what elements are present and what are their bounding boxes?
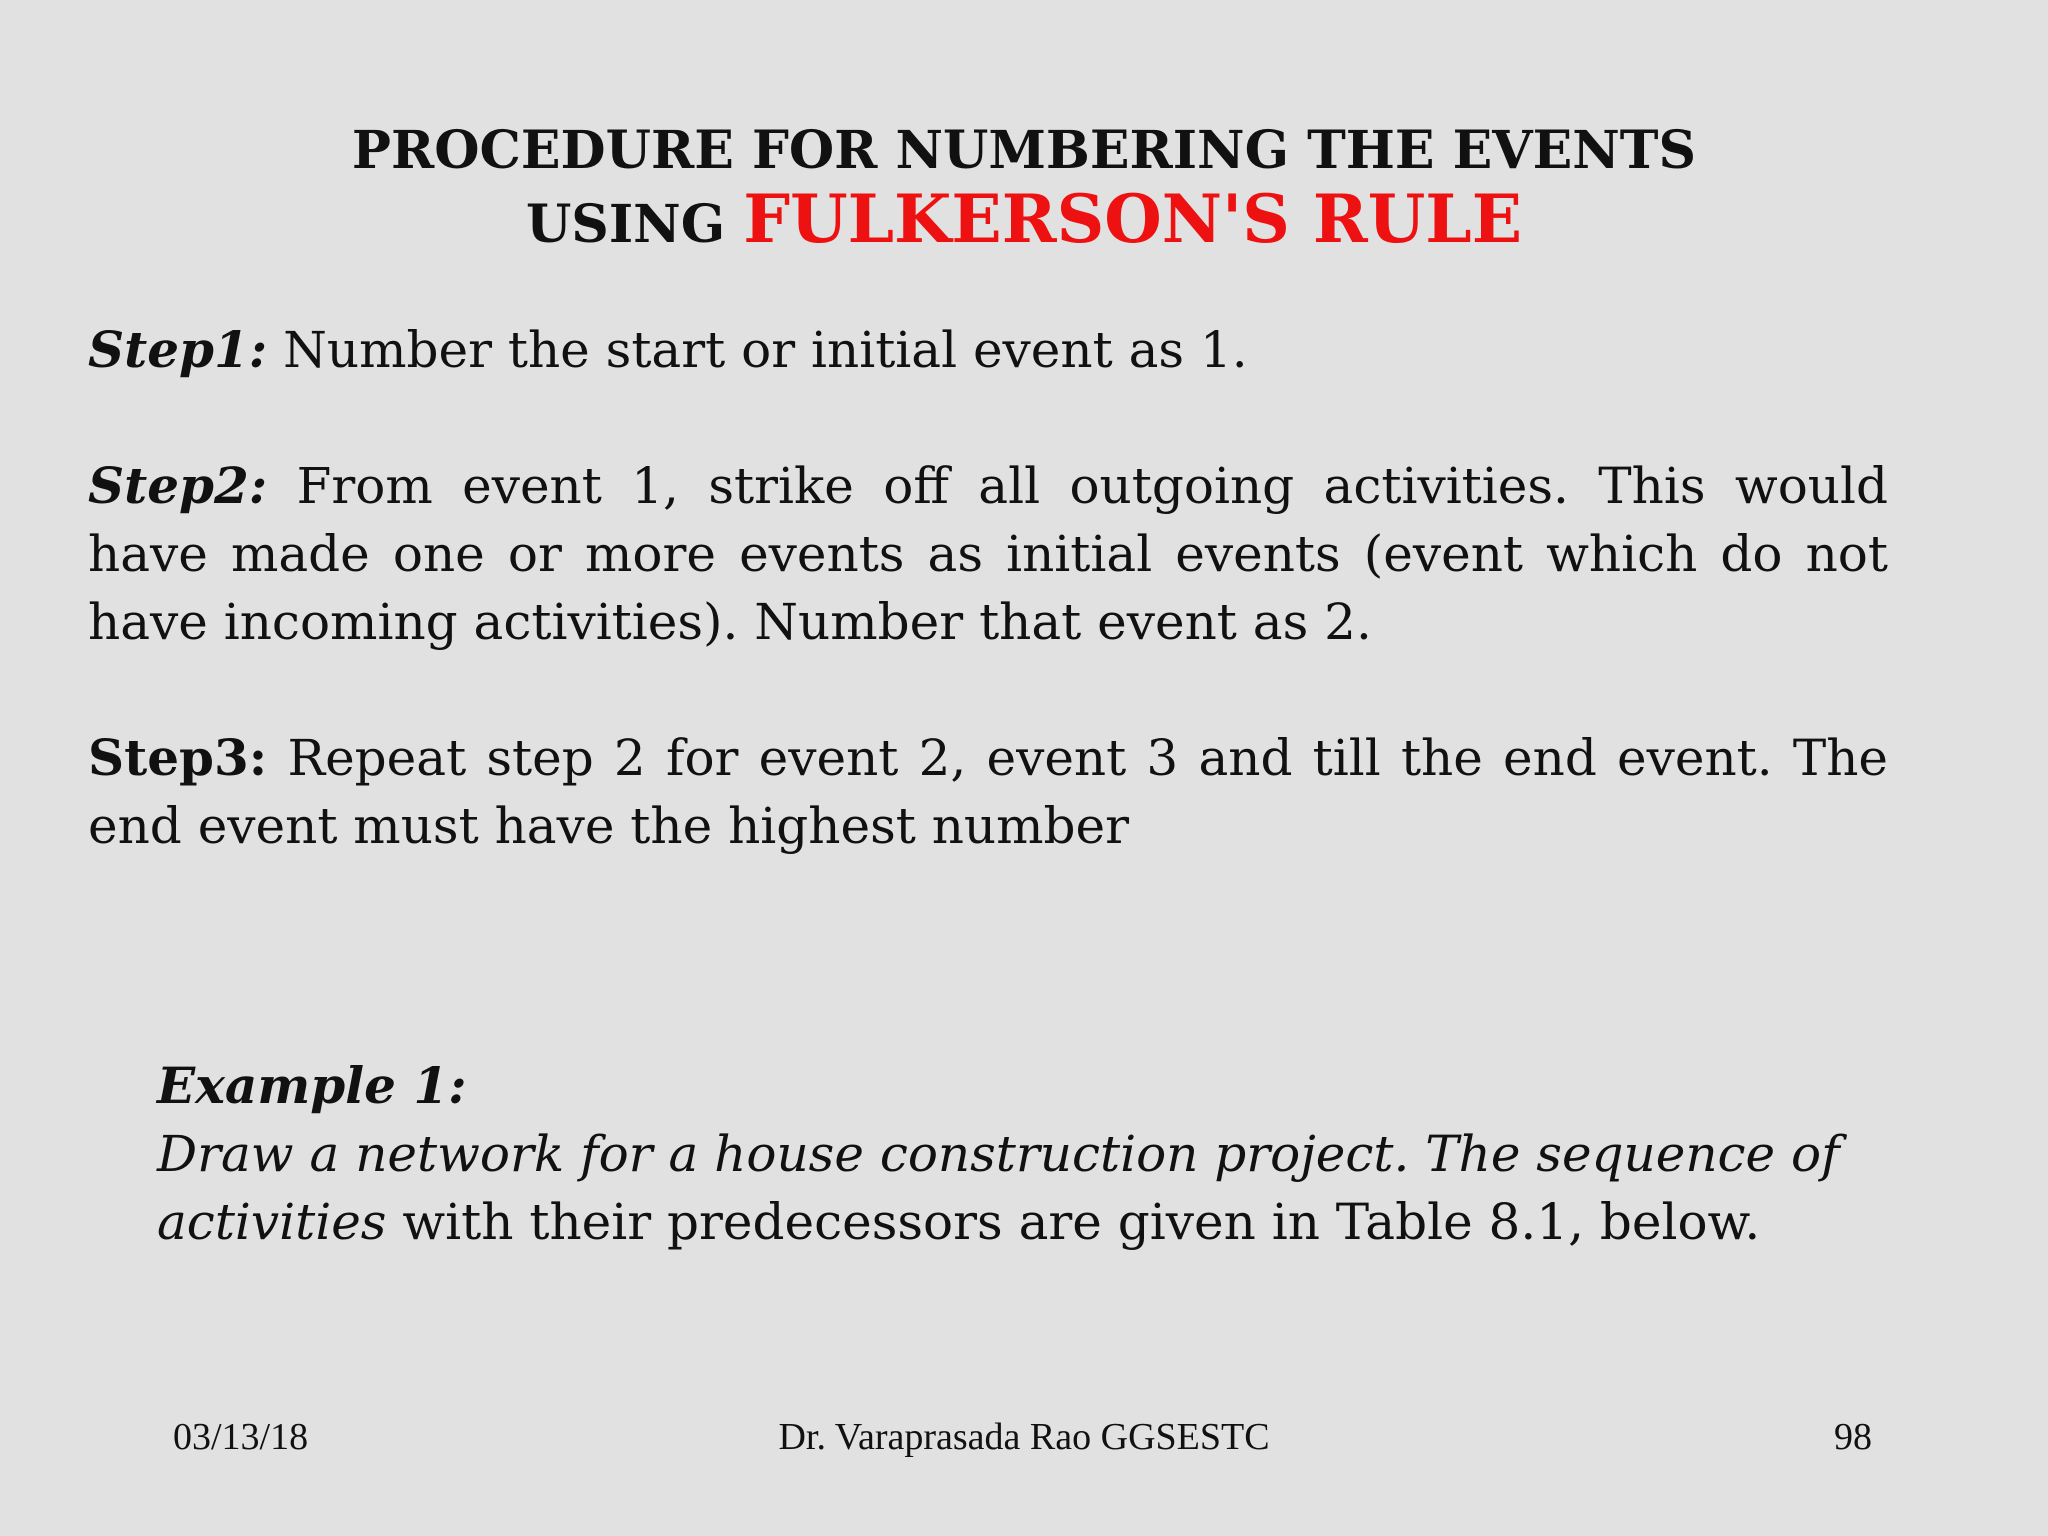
step-1-label: Step1: [88, 320, 268, 379]
title-line-2 [0, 180, 2048, 260]
title-accent: FULKERSON'S RULE [743, 180, 1523, 258]
title-line-2-prefix: USING [525, 194, 744, 255]
example-title: Example 1: [157, 1056, 467, 1115]
slide-title [0, 118, 2048, 260]
step-3-label: Step3: [88, 728, 268, 787]
example-italic-text: Draw a network for a house construction project. The sequence of activities [157, 1125, 1840, 1251]
step-3-text: Repeat step 2 for event 2, event 3 and till the end event. The end event must have the highest number [88, 729, 1888, 855]
footer-date: 03/13/18 [173, 1416, 309, 1458]
step-3 [88, 724, 1888, 860]
footer-page-number: 98 [1834, 1416, 1872, 1458]
step-2-text: From event 1, strike off all outgoing activities. This would have made one or more events as initial events (event which do not have incoming activities). Number that event as 2. [88, 457, 1888, 651]
step-2 [88, 452, 1888, 656]
steps-list [88, 316, 1888, 928]
footer-author: Dr. Varaprasada Rao GGSESTC [778, 1416, 1270, 1458]
step-1 [88, 316, 1888, 384]
step-1-text: Number the start or initial event as 1. [267, 321, 1248, 379]
example-block [157, 1052, 1857, 1256]
example-plain-text: with their predecessors are given in Table 8.1, below. [402, 1193, 1761, 1251]
title-line-1: PROCEDURE FOR NUMBERING THE EVENTS [351, 120, 1697, 181]
step-2-label: Step2: [88, 456, 268, 515]
